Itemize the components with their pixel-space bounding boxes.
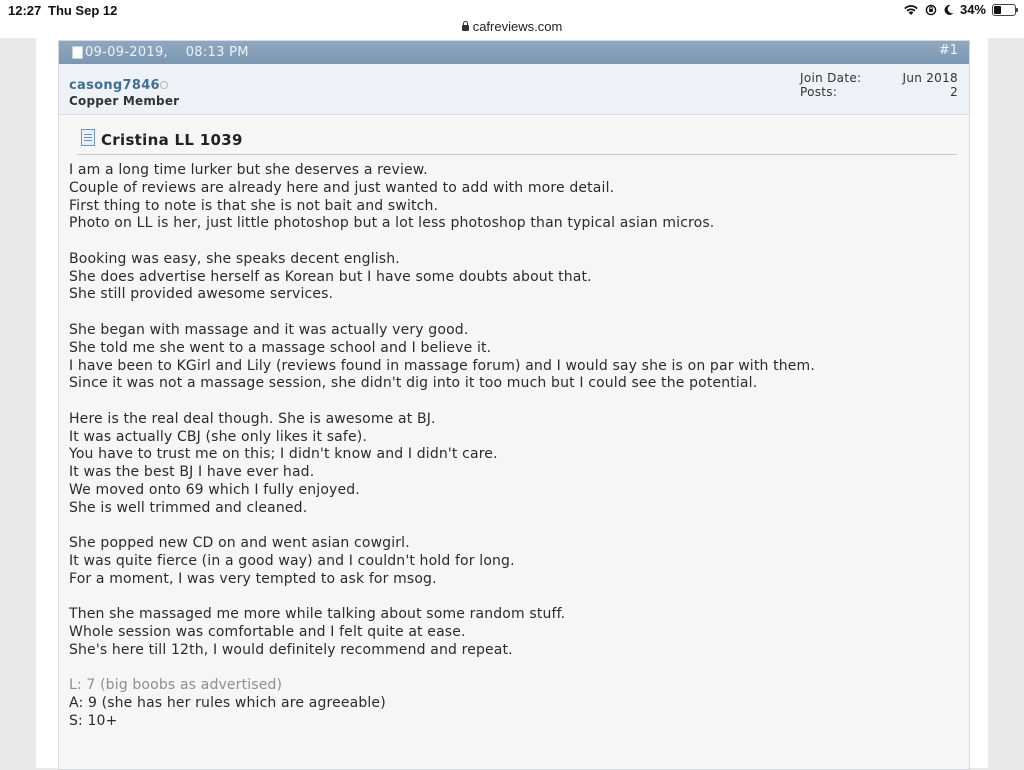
body-line: She began with massage and it was actually very good. <box>69 321 469 338</box>
join-date-label: Join Date: <box>800 71 862 85</box>
body-line: Whole session was comfortable and I felt quite at ease. <box>69 624 466 641</box>
post-time: 08:13 PM <box>185 45 249 60</box>
rating-line: A: 9 (she has her rules which are agreeable) <box>69 695 386 712</box>
address-bar[interactable] <box>0 19 1024 34</box>
join-date-value: Jun 2018 <box>902 71 958 85</box>
user-title: Copper Member <box>69 94 180 108</box>
orientation-lock-icon <box>925 4 937 16</box>
body-line: She popped new CD on and went asian cowgirl. <box>69 535 410 552</box>
rating-line: S: 10+ <box>69 713 118 730</box>
document-icon <box>81 129 95 146</box>
post-datetime <box>85 45 249 60</box>
status-icons <box>903 2 1016 17</box>
post-icon <box>72 46 83 59</box>
body-line: Couple of reviews are already here and just wanted to add with more detail. <box>69 179 615 196</box>
body-line: It was the best BJ I have ever had. <box>69 464 315 481</box>
posts-label: Posts: <box>800 85 838 99</box>
body-line: It was actually CBJ (she only likes it safe). <box>69 428 367 445</box>
body-line: She is well trimmed and cleaned. <box>69 499 308 516</box>
body-line: First thing to note is that she is not bait and switch. <box>69 197 439 214</box>
status-date: Thu Sep 12 <box>48 3 118 18</box>
body-line: She told me she went to a massage school and I believe it. <box>69 339 492 356</box>
body-line: For a moment, I was very tempted to ask for msog. <box>69 570 437 587</box>
post-body <box>69 162 959 731</box>
moon-icon <box>943 4 954 16</box>
body-line: She does advertise herself as Korean but I have some doubts about that. <box>69 268 592 285</box>
posts-value: 2 <box>950 85 958 99</box>
body-line: She still provided awesome services. <box>69 286 334 303</box>
body-line: Then she massaged me more while talking about some random stuff. <box>69 606 566 623</box>
status-time: 12:27 <box>8 3 42 18</box>
post-date: 09-09-2019, <box>85 45 168 60</box>
body-line: I am a long time lurker but she deserves a review. <box>69 162 428 178</box>
address-url: cafreviews.com <box>472 19 563 34</box>
body-line: Here is the real deal though. She is awesome at BJ. <box>69 410 436 427</box>
battery-fill <box>994 6 1001 14</box>
body-line: It was quite fierce (in a good way) and I couldn't hold for long. <box>69 553 515 570</box>
rating-line: L: 7 (big boobs as advertised) <box>69 677 283 694</box>
body-line: She's here till 12th, I would definitely recommend and repeat. <box>69 641 513 658</box>
post-title-bar <box>77 126 957 155</box>
body-line: I have been to KGirl and Lily (reviews found in massage forum) and I would say she is on par with them. <box>69 357 815 374</box>
lock-icon <box>462 25 469 31</box>
username-link[interactable]: casong7846 <box>69 78 160 93</box>
body-line: Photo on LL is her, just little photoshop but a lot less photoshop than typical asian micros. <box>69 215 715 232</box>
battery-icon <box>992 4 1016 16</box>
user-info <box>59 64 969 115</box>
body-line: Booking was easy, she speaks decent english. <box>69 250 400 267</box>
body-line: Since it was not a massage session, she didn't dig into it too much but I could see the potential. <box>69 375 758 392</box>
wifi-icon <box>903 4 919 16</box>
forum-post <box>58 40 970 770</box>
body-line: You have to trust me on this; I didn't know and I didn't care. <box>69 446 498 463</box>
body-line: We moved onto 69 which I fully enjoyed. <box>69 482 360 499</box>
status-bar <box>0 0 1024 38</box>
post-number-link[interactable]: #1 <box>938 43 958 58</box>
battery-percent: 34% <box>959 2 986 17</box>
offline-status-icon <box>160 81 168 89</box>
post-title: Cristina LL 1039 <box>101 131 243 149</box>
post-header <box>59 41 969 64</box>
